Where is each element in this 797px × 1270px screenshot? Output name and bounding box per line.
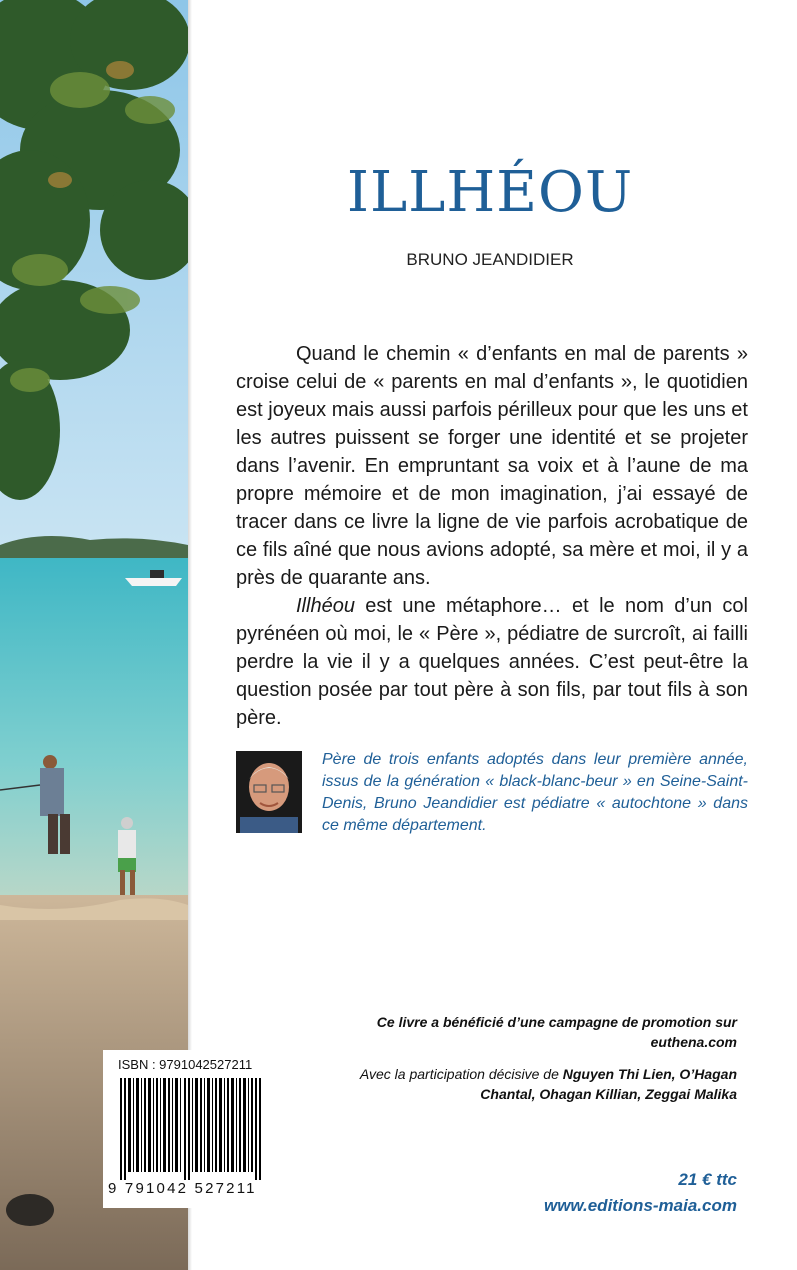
blurb-paragraph-2 [236,592,748,732]
barcode-icon [120,1078,270,1180]
blurb-paragraph-1: Quand le chemin « d’enfants en mal de parents » croise celui de « parents en mal d’enfants », le quotidien est joyeux mais aussi parfois périlleux pour que les uns et les autres puissent se forger une identité et se projeter dans l’avenir. En empruntant sa voix et à l’aune de ma propre mémoire et de mon imagination, j’ai essayé de tracer dans ce livre la ligne de vie parfois acrobatique de ce fils aîné que nous avions adopté, sa mère et moi, il y a près de quarante ans. [236,343,748,589]
participation-note [317,1064,737,1104]
book-title: ILLHÉOU [346,160,634,225]
author-name: BRUNO JEANDIDIER [406,250,574,269]
bio-photo-spacer [236,749,322,837]
author-bio-text: Père de trois enfants adoptés dans leur première année, issus de la génération « black-blanc-beur » en Seine-Saint-Denis, Bruno Jeandidier est pédiatre « autochtone » dans ce même département. [322,751,748,834]
price: 21 € ttc [678,1170,737,1189]
barcode-digits: 9 791042 527211 [108,1180,257,1197]
author-bio [236,749,748,837]
isbn-label: ISBN : 9791042527211 [118,1057,253,1072]
participation-prefix: Avec la participation décisive de [359,1066,563,1082]
promotion-note: Ce livre a bénéficié d’une campagne de promotion sur euthena.com [376,1014,737,1050]
publisher-website: www.editions-maia.com [543,1196,737,1215]
participant-names: Nguyen Thi Lien, O’Hagan Chantal, Ohagan Killian, Zeggai Malika [480,1066,737,1102]
blurb-italic-title: Illhéou [296,595,355,617]
back-cover-blurb [236,340,748,732]
blurb-paragraph-2-text: est une métaphore… et le nom d’un col pyrénéen où moi, le « Père », pédiatre de surcroît, ai failli perdre la vie il y a quelques années. C’est peut-être la question posée par tout père à son fils, par tout fils à son père. [236,595,748,729]
